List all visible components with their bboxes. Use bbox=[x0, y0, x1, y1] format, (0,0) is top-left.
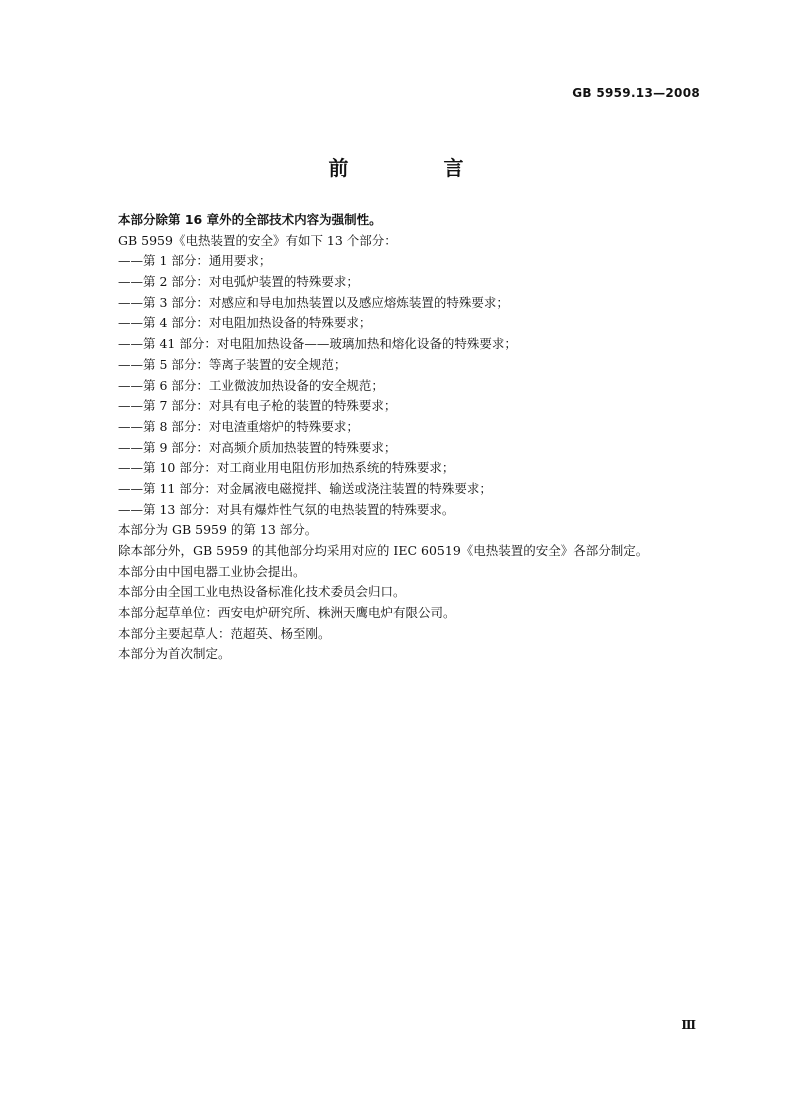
part-list-item: ——第 1 部分：通用要求； bbox=[118, 253, 272, 269]
series-intro: GB 5959《电热装置的安全》有如下 13 个部分： bbox=[118, 232, 397, 248]
part-list-item: ——第 7 部分：对具有电子枪的装置的特殊要求； bbox=[118, 398, 397, 414]
foreword-body bbox=[118, 210, 718, 665]
paragraph: 本部分起草单位：西安电炉研究所、株洲天鹰电炉有限公司。 bbox=[118, 605, 456, 621]
page-title: 前 言 bbox=[328, 156, 508, 180]
part-list-item: ——第 5 部分：等离子装置的安全规范； bbox=[118, 356, 347, 372]
page-number: Ⅲ bbox=[681, 1018, 696, 1032]
paragraph: 本部分由全国工业电热设备标准化技术委员会归口。 bbox=[118, 584, 406, 600]
paragraph: 除本部分外，GB 5959 的其他部分均采用对应的 IEC 60519《电热装置的安全》各部分制定。 bbox=[118, 543, 649, 558]
paragraph: 本部分为 GB 5959 的第 13 部分。 bbox=[118, 522, 318, 538]
part-list-item: ——第 10 部分：对工商业用电阻仿形加热系统的特殊要求； bbox=[118, 460, 455, 476]
part-list-item: ——第 13 部分：对具有爆炸性气氛的电热装置的特殊要求。 bbox=[118, 501, 455, 517]
standard-code: GB 5959.13—2008 bbox=[572, 86, 700, 100]
paragraph: 本部分主要起草人：范超英、杨至刚。 bbox=[118, 625, 331, 641]
paragraph: 本部分由中国电器工业协会提出。 bbox=[118, 563, 306, 579]
part-list-item: ——第 8 部分：对电渣重熔炉的特殊要求； bbox=[118, 418, 359, 434]
paragraph: 本部分为首次制定。 bbox=[118, 646, 231, 662]
part-list-item: ——第 41 部分：对电阻加热设备——玻璃加热和熔化设备的特殊要求； bbox=[118, 336, 517, 352]
part-list-item: ——第 2 部分：对电弧炉装置的特殊要求； bbox=[118, 274, 359, 290]
part-list-item: ——第 11 部分：对金属液电磁搅拌、输送或浇注装置的特殊要求； bbox=[118, 480, 492, 496]
part-list-item: ——第 9 部分：对高频介质加热装置的特殊要求； bbox=[118, 439, 397, 455]
part-list-item: ——第 4 部分：对电阻加热设备的特殊要求； bbox=[118, 315, 372, 331]
part-list-item: ——第 6 部分：工业微波加热设备的安全规范； bbox=[118, 377, 384, 393]
mandatory-statement: 本部分除第 16 章外的全部技术内容为强制性。 bbox=[118, 212, 382, 227]
part-list-item: ——第 3 部分：对感应和导电加热装置以及感应熔炼装置的特殊要求； bbox=[118, 294, 509, 310]
